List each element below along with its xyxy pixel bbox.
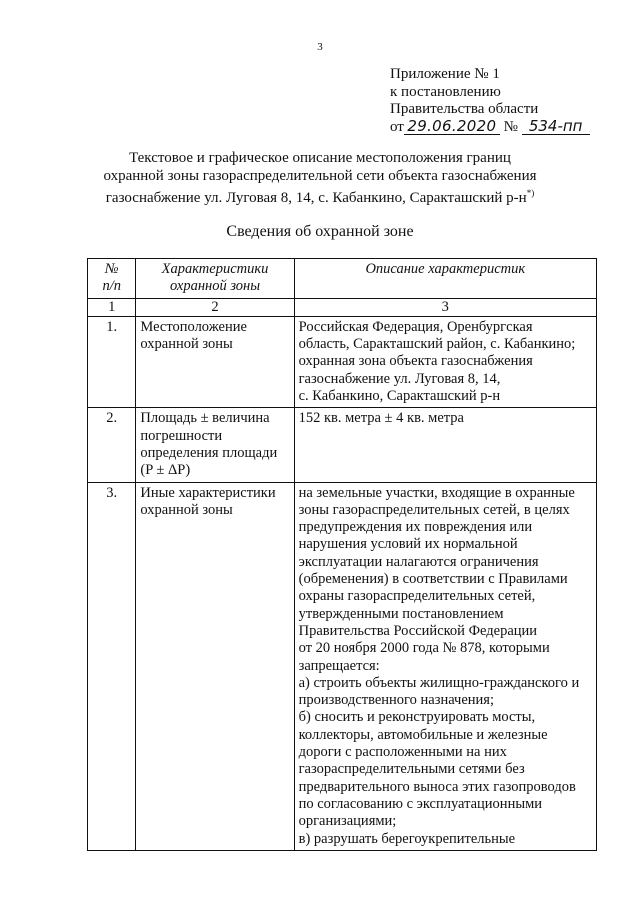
table-header-row [88, 259, 597, 299]
column-number-3: 3 [294, 298, 596, 316]
appendix-line-1: Приложение № 1 [390, 66, 500, 82]
number-prefix: № [503, 118, 518, 135]
from-prefix: от [390, 118, 404, 135]
footnote-mark: *) [526, 188, 535, 198]
handwritten-date: 29.06.2020 [404, 119, 500, 135]
row-number: 1. [88, 316, 136, 407]
handwritten-number: 534-пп [522, 119, 590, 135]
table-row [88, 316, 597, 407]
row-description: 152 кв. метра ± 4 кв. метра [294, 408, 596, 482]
page-number: 3 [317, 41, 323, 53]
row-number: 2. [88, 408, 136, 482]
title-line-2: охранной зоны газораспределительной сети объекта газоснабжения [103, 167, 537, 184]
title-line-3-text: газоснабжение ул. Луговая 8, 14, с. Кабанкино, Саракташский р-н [105, 190, 527, 206]
protection-zone-table [87, 258, 597, 851]
header-description: Описание характеристик [294, 259, 596, 299]
row-characteristic: Площадь ± величина погрешности определения площади (P ± ΔP) [136, 408, 294, 482]
appendix-block [390, 66, 590, 136]
row-description: Российская Федерация, Оренбургская область, Саракташский район, с. Кабанкино; охранная зона объекта газоснабжения газоснабжение ул. Луговая 8, 14, с. Кабанкино, Саракташский р-н [294, 316, 596, 407]
document-title [60, 150, 580, 208]
row-characteristic: Иные характеристики охранной зоны [136, 482, 294, 850]
column-number-1: 1 [88, 298, 136, 316]
table-row [88, 482, 597, 850]
row-characteristic: Местоположение охранной зоны [136, 316, 294, 407]
column-numbers-row [88, 298, 597, 316]
column-number-2: 2 [136, 298, 294, 316]
title-line-1: Текстовое и графическое описание местоположения границ [129, 150, 511, 166]
row-number: 3. [88, 482, 136, 850]
appendix-date-line [390, 116, 590, 137]
table-row [88, 408, 597, 482]
header-number: № п/п [88, 259, 136, 299]
appendix-line-2: к постановлению [390, 83, 501, 100]
appendix-line-3: Правительства области [390, 101, 539, 117]
header-characteristic: Характеристики охранной зоны [136, 259, 294, 299]
row-description: на земельные участки, входящие в охранные зоны газораспределительных сетей, в целях предупреждения их повреждения или нарушения условий их нормальной эксплуатации налагаются ограничения (обременения) в соответствии с Правилами охраны газораспределительных сетей, утвержденными постановлением Правительства Российской Федерации от 20 ноября 2000 года № 878, которыми запрещается: а) строить объекты жилищно-гражданского и производственного назначения; б) сносить и реконструировать мосты, коллекторы, автомобильные и железные дороги с расположенными на них газораспределительными сетями без предварительного выноса этих газопроводов по согласованию с эксплуатационными организациями; в) разрушать берегоукрепительные [294, 482, 596, 850]
section-heading: Сведения об охранной зоне [226, 223, 414, 240]
title-line-3 [60, 185, 580, 208]
